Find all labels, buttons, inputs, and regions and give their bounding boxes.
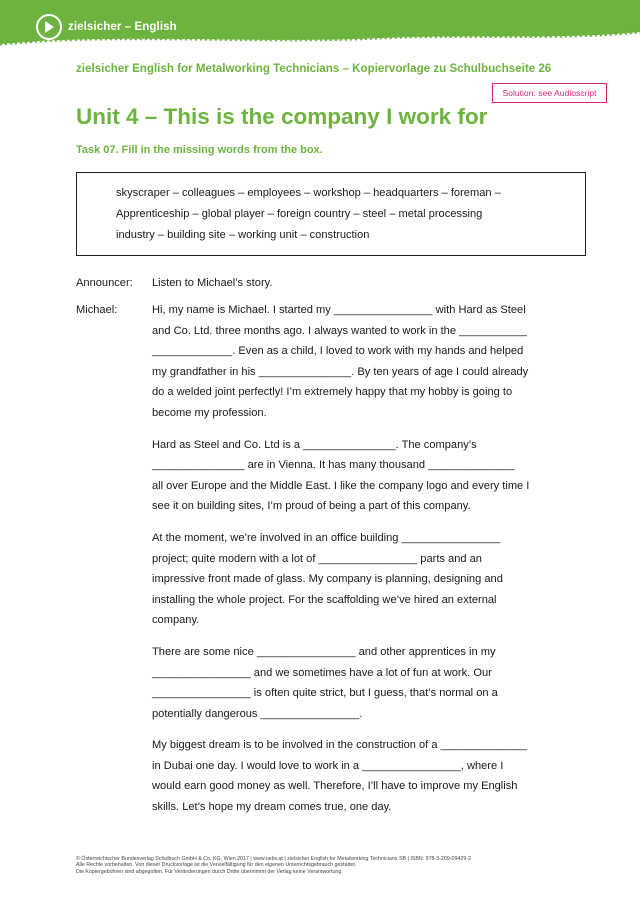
header-banner (0, 0, 640, 52)
footer-line: © Österreichischer Bundesverlag Schulbuch GmbH & Co. KG, Wien 2017 | www.oebv.at | zielsicher English for Metalworking Technicians SB | ISBN: 978-3-209-09429-2 (76, 856, 471, 862)
footer-line: Die Kopiergebühren sind abgegolten. Für Veränderungen durch Dritte übernimmt der Verlag keine Verantwortung. (76, 868, 343, 875)
word-box (76, 172, 586, 256)
solution-note: Solution: see Audioscript (492, 83, 607, 103)
announcer-line: Listen to Michael’s story. (152, 277, 273, 289)
footer-line: Alle Rechte vorbehalten. Von dieser Druckvorlage ist die Vervielfältigung für den eigenen Unterrichtsgebrauch gestattet. (76, 862, 357, 869)
copyright-footer (76, 856, 471, 875)
word-box-line: industry – building site – working unit – construction (116, 229, 370, 241)
announcer-label: Announcer: (76, 277, 133, 289)
michael-label: Michael: (76, 304, 118, 316)
play-icon (36, 14, 62, 40)
story-paragraph: At the moment, we’re involved in an office building ________________ project; quite modern with a lot of ________________ parts and an impressive front made of glass. My company is planning, designing and installing the whole project. For the scaffolding we’ve hired an external company. (152, 531, 503, 627)
michael-story (152, 300, 592, 829)
story-paragraph: Hard as Steel and Co. Ltd is a _______________. The company’s _______________ are in Vienna. It has many thousand ______________ all over Europe and the Middle East. I like the company logo and every time I see it on building sites, I’m proud of being a part of this company. (152, 438, 530, 513)
story-paragraph: Hi, my name is Michael. I started my ________________ with Hard as Steel and Co. Ltd. three months ago. I always wanted to work in the ___________ _____________. Even as a child, I loved to work with my hands and helped my grandfather in his _______________. By ten years of age I could already do a welded joint perfectly! I’m extremely happy that my hobby is going to become my profession. (152, 304, 529, 419)
page-subtitle: zielsicher English for Metalworking Technicians – Kopiervorlage zu Schulbuchseite 26 (76, 62, 552, 75)
brand-name: zielsicher – English (68, 21, 177, 33)
brand-logo (36, 14, 177, 40)
story-paragraph: There are some nice ________________ and other apprentices in my ________________ and we sometimes have a lot of fun at work. Our ________________ is often quite strict, but I guess, that’s normal on a potentially dangerous ________________. (152, 645, 498, 720)
word-box-line: skyscraper – colleagues – employees – workshop – headquarters – foreman – (116, 187, 501, 199)
page-title: Unit 4 – This is the company I work for (76, 104, 488, 129)
task-instruction: Task 07. Fill in the missing words from the box. (76, 144, 323, 156)
word-box-line: Apprenticeship – global player – foreign country – steel – metal processing (116, 208, 483, 220)
story-paragraph: My biggest dream is to be involved in the construction of a ______________ in Dubai one day. I would love to work in a ________________, where I would earn good money as well. Therefore, I’ll have to improve my English skills. Let’s hope my dream comes true, one day. (152, 739, 527, 814)
